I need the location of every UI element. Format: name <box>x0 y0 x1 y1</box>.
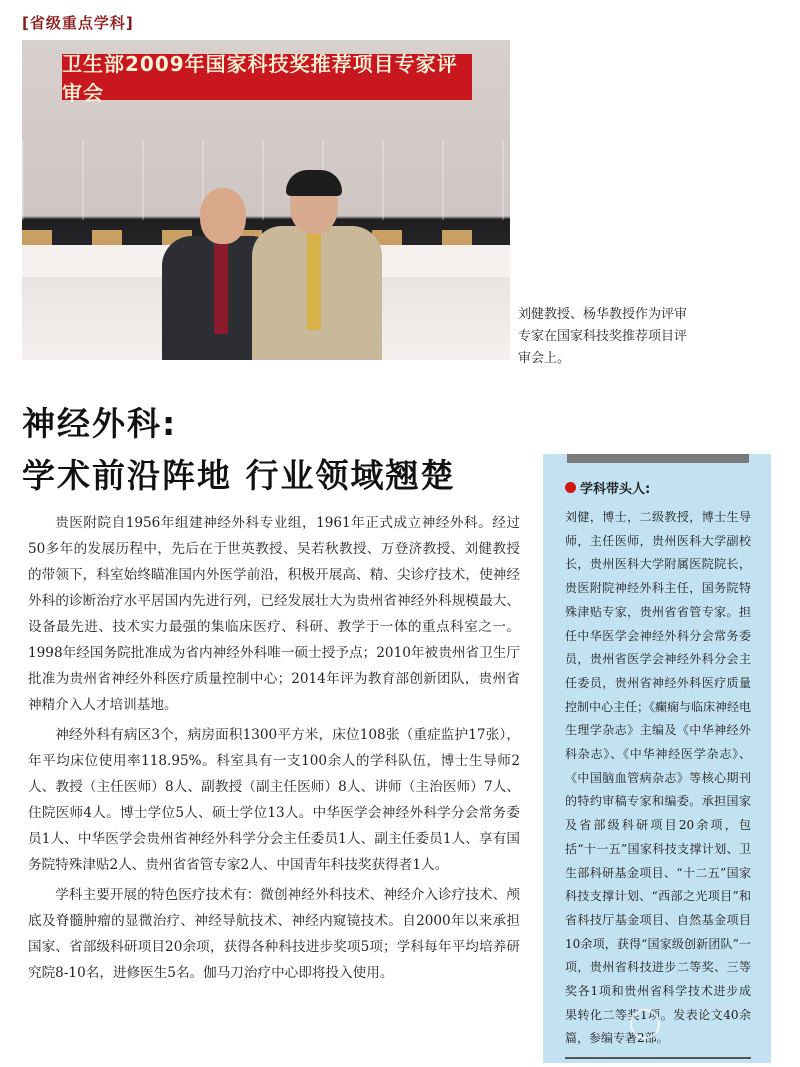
article-title <box>22 400 456 500</box>
sidebar-bottom-bar <box>565 1057 751 1059</box>
conference-photo <box>22 40 510 360</box>
university-watermark-logo <box>630 1008 664 1039</box>
photo-caption: 刘健教授、杨华教授作为评审专家在国家科技奖推荐项目评审会上。 <box>518 307 688 366</box>
person-left-head <box>200 188 246 244</box>
sidebar-heading-text: 学科带头人: <box>580 482 651 497</box>
seal-icon <box>630 1009 660 1039</box>
person-right-tie <box>307 234 321 330</box>
conference-banner: 卫生部2009年国家科技奖推荐项目专家评审会 <box>62 54 472 100</box>
sidebar-top-bar <box>567 454 749 463</box>
sidebar-heading <box>565 478 650 497</box>
paragraph-3: 学科主要开展的特色医疗技术有：微创神经外科技术、神经介入诊疗技术、颅底及脊髓肿瘤的显微治疗、神经导航技术、神经内窥镜技术。自2000年以来承担国家、省部级科研项目20余项，获得各种科技进步奖项5项；学科每年平均培养研究院8-10名，进修医生5名。伽马刀治疗中心即将投入使用。 <box>28 887 520 981</box>
title-line-2: 学术前沿阵地 行业领域翘楚 <box>22 456 456 495</box>
paragraph-1: 贵医附院自1956年组建神经外科专业组，1961年正式成立神经外科。经过50多年的发展历程中，先后在于世英教授、吴若秋教授、万登济教授、刘健教授的带领下，科室始终瞄准国内外医学前沿，积极开展高、精、尖诊疗技术，使神经外科的诊断治疗水平居国内先进行列，已经发展壮大为贵州省神经外科规模最大、设备最先进、技术实力最强的集临床医疗、科研、教学于一体的重点科室之一。1998年经国务院批准成为省内神经外科唯一硕士授予点；2010年被贵州省卫生厅批准为贵州省神经外科医疗质量控制中心；2014年评为教育部创新团队，贵州省神精介入人才培训基地。 <box>28 515 520 713</box>
bullet-dot-icon <box>565 482 576 493</box>
title-line-1: 神经外科: <box>22 404 178 443</box>
person-right-hair <box>286 170 342 196</box>
paragraph-2: 神经外科有病区3个，病房面积1300平方米，床位108张（重症监护17张），年平均床位使用率118.95%。科室具有一支100余人的学科队伍，博士生导师2人、教授（主任医师）8人、副教授（副主任医师）8人、讲师（主治医师）7人、住院医师4人。博士学位5人、硕士学位13人。中华医学会神经外科学分会常务委员1人、中华医学会贵州省神经外科学分会主任委员1人、副主任委员1人、享有国务院特殊津贴2人、贵州省省管专家2人、中国青年科技奖获得者1人。 <box>28 727 520 873</box>
sidebar-content: 刘健，博士，二级教授，博士生导师，主任医师，贵州医科大学副校长，贵州医科大学附属医院院长，贵医附院神经外科主任，国务院特殊津贴专家，贵州省省管专家。担任中华医学会神经外科分会常务委员，贵州省医学会神经外科分会主任委员，贵州省神经外科医疗质量控制中心主任；《癫痫与临床神经电生理学杂志》主编及《中华神经外科杂志》、《中华神经医学杂志》、《中国脑血管病杂志》等核心期刊的特约审稿专家和编委。承担国家及省部级科研项目20余项，包括“十一五”国家科技支撑计划、卫生部科研基金项目、“十二五”国家科技支撑计划、“西部之光项目”和省科技厅基金项目、自然基金项目10余项，获得“国家级创新团队”一项，贵州省科技进步二等奖、三等奖各1项和贵州省科学技术进步成果转化二等奖1项。发表论文40余篇，参编专著2部。 <box>565 510 752 1046</box>
article-body <box>28 510 520 990</box>
person-left-tie <box>214 244 228 334</box>
leader-sidebar <box>543 454 771 1063</box>
wall-panels <box>22 140 510 220</box>
section-tag: [省级重点学科] <box>22 14 134 32</box>
